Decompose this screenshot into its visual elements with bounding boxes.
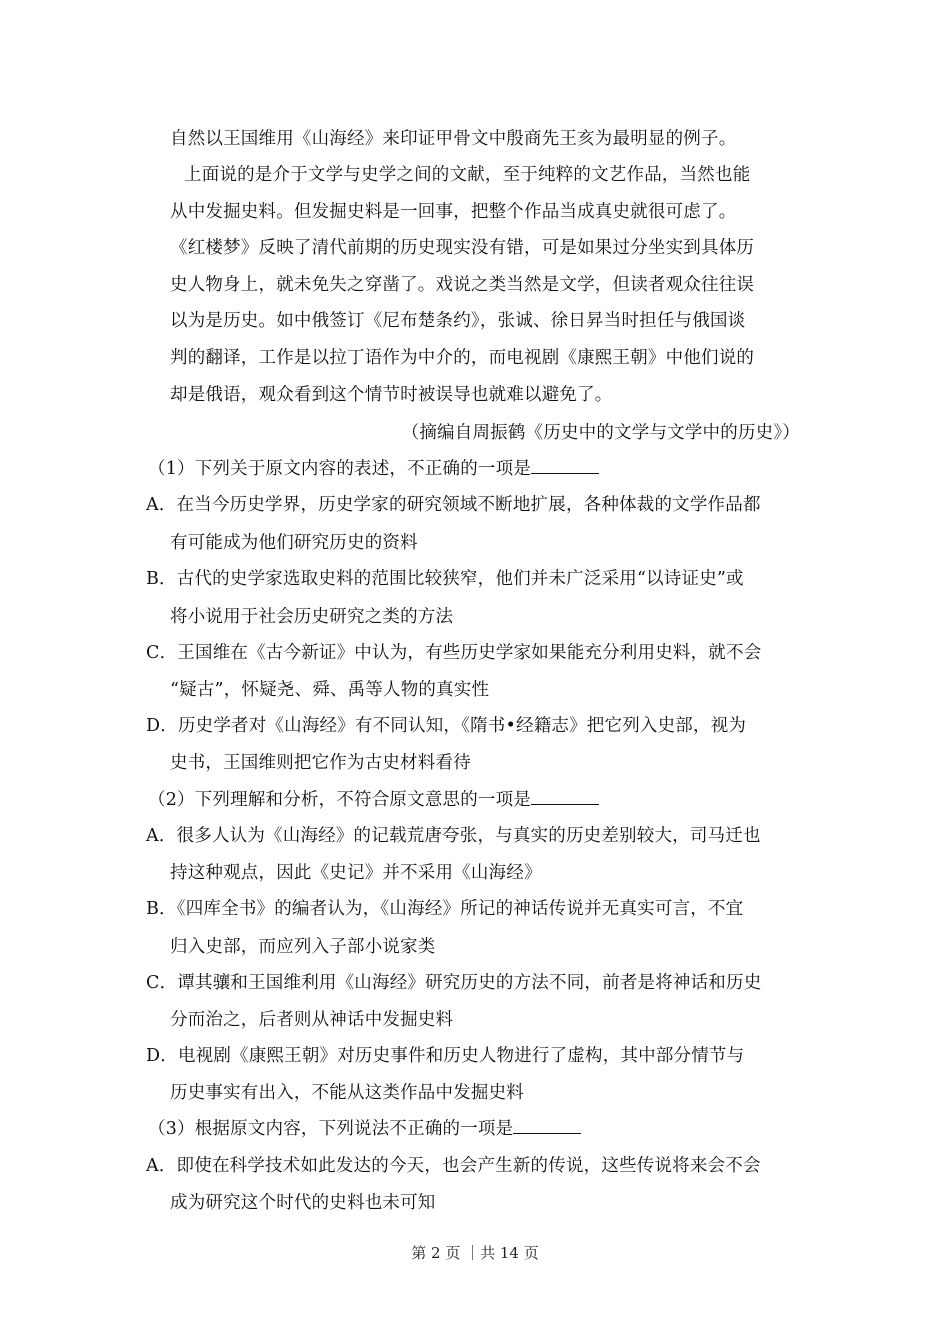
option-label: A． <box>146 1156 177 1176</box>
option-a <box>146 824 761 848</box>
option-label: A． <box>146 826 177 846</box>
option-label: C． <box>146 643 178 663</box>
option-label: B． <box>146 899 177 919</box>
option-d <box>146 714 746 738</box>
question-stem-text: （2）下列理解和分析，不符合原文意思的一项是 <box>148 790 532 810</box>
passage-line: 判的翻译，工作是以拉丁语作为中介的，而电视剧《康熙王朝》中他们说的 <box>170 348 755 368</box>
answer-blank <box>531 788 599 805</box>
passage-source: （摘编自周振鹤《历史中的文学与文学中的历史》） <box>401 423 800 443</box>
passage-line: 以为是历史。如中俄签订《尼布楚条约》，张诚、徐日昇当时担任与俄国谈 <box>170 311 746 331</box>
passage-line: 从中发掘史料。但发掘史料是一回事，把整个作品当成真史就很可虑了。 <box>170 202 737 222</box>
passage-line: 史人物身上，就未免失之穿凿了。戏说之类当然是文学，但读者观众往往误 <box>170 275 755 295</box>
option-text: 谭其骧和王国维利用《山海经》研究历史的方法不同，前者是将神话和历史 <box>177 973 762 993</box>
option-text: 古代的史学家选取史料的范围比较狭窄，他们并未广泛采用“以诗证史”或 <box>176 569 744 589</box>
option-text: 《四库全书》的编者认为，《山海经》所记的神话传说并无真实可言，不宜 <box>176 899 744 919</box>
option-a-cont: 有可能成为他们研究历史的资料 <box>170 533 418 553</box>
option-label: D． <box>146 1046 178 1066</box>
option-text: 电视剧《康熙王朝》对历史事件和历史人物进行了虚构，其中部分情节与 <box>177 1046 745 1066</box>
answer-blank <box>531 457 599 474</box>
option-d-cont: 历史事实有出入，不能从这类作品中发掘史料 <box>170 1083 524 1103</box>
option-label: D． <box>146 716 178 736</box>
option-a <box>146 1154 761 1178</box>
option-b <box>146 567 744 591</box>
question-stem <box>148 1117 581 1141</box>
option-b-cont: 归入史部，而应列入子部小说家类 <box>170 937 436 957</box>
option-b <box>146 897 743 921</box>
option-a-cont: 持这种观点，因此《史记》并不采用《山海经》 <box>170 863 542 883</box>
option-b-cont: 将小说用于社会历史研究之类的方法 <box>170 607 454 627</box>
option-d-cont: 史书，王国维则把它作为古史材料看待 <box>170 753 471 773</box>
option-text: 在当今历史学界，历史学家的研究领域不断地扩展，各种体裁的文学作品都 <box>176 495 761 515</box>
option-a <box>146 493 761 517</box>
question-stem <box>148 457 599 481</box>
page-footer: 第 2 页 ｜共 14 页 <box>411 1244 539 1262</box>
question-stem-text: （1）下列关于原文内容的表述，不正确的一项是 <box>148 459 532 479</box>
question-stem-text: （3）根据原文内容，下列说法不正确的一项是 <box>148 1119 514 1139</box>
option-text: 很多人认为《山海经》的记载荒唐夸张，与真实的历史差别较大，司马迁也 <box>176 826 761 846</box>
option-label: B． <box>146 569 177 589</box>
option-label: C． <box>146 973 178 993</box>
option-text: 历史学者对《山海经》有不同认知，《隋书•经籍志》把它列入史部，视为 <box>177 716 747 736</box>
option-c-cont: “疑古”，怀疑尧、舜、禹等人物的真实性 <box>170 680 490 700</box>
passage-line: 《红楼梦》反映了清代前期的历史现实没有错，可是如果过分坐实到具体历 <box>170 238 755 258</box>
passage-line: 却是俄语，观众看到这个情节时被误导也就难以避免了。 <box>170 385 613 405</box>
option-text: 即使在科学技术如此发达的今天，也会产生新的传说，这些传说将来会不会 <box>176 1156 761 1176</box>
option-label: A． <box>146 495 177 515</box>
option-c <box>146 641 761 665</box>
passage-line: 上面说的是介于文学与史学之间的文献，至于纯粹的文艺作品，当然也能 <box>184 165 751 185</box>
option-text: 王国维在《古今新证》中认为，有些历史学家如果能充分利用史料，就不会 <box>177 643 762 663</box>
option-c-cont: 分而治之，后者则从神话中发掘史料 <box>170 1010 454 1030</box>
option-c <box>146 971 761 995</box>
answer-blank <box>513 1117 581 1134</box>
passage-line: 自然以王国维用《山海经》来印证甲骨文中殷商先王亥为最明显的例子。 <box>170 129 737 149</box>
option-a-cont: 成为研究这个时代的史料也未可知 <box>170 1193 436 1213</box>
option-d <box>146 1044 744 1068</box>
question-stem <box>148 788 599 812</box>
